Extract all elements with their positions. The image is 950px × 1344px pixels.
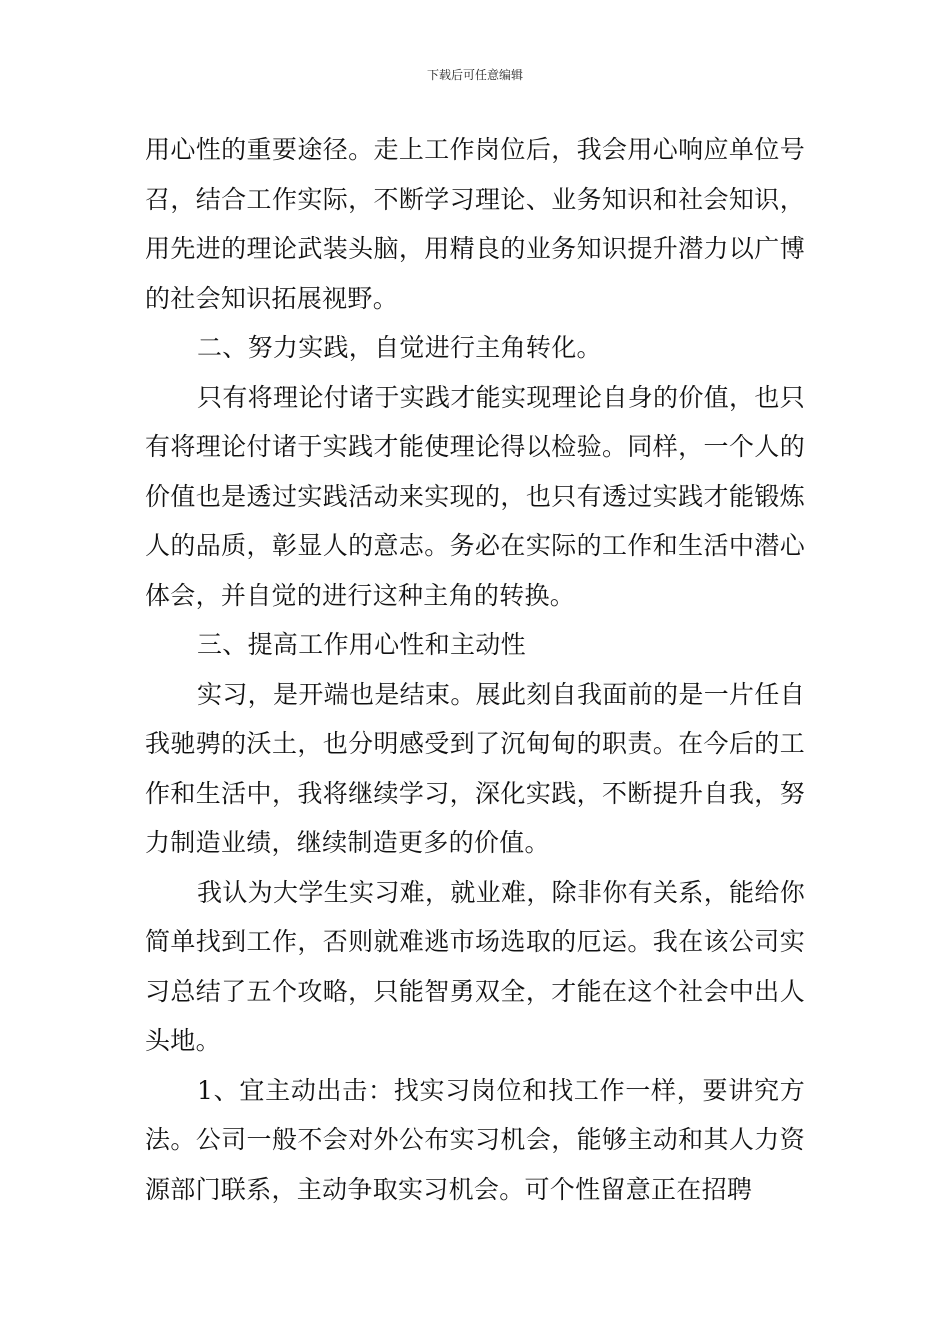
paragraph: 实习，是开端也是结束。展此刻自我面前的是一片任自我驰骋的沃土，也分明感受到了沉甸甸的职责。在今后的工作和生活中，我将继续学习，深化实践，不断提升自我，努力制造业绩，继续制造更多的价值。 [145,679,805,857]
paragraph-continuation: 用心性的重要途径。走上工作岗位后，我会用心响应单位号召，结合工作实际，不断学习理论、业务知识和社会知识，用先进的理论武装头脑，用精良的业务知识提升潜力以广博的社会知识拓展视野。 [145,135,805,313]
list-item-1: 1、宜主动出击：找实习岗位和找工作一样，要讲究方法。公司一般不会对外公布实习机会，能够主动和其人力资源部门联系，主动争取实习机会。可个性留意正在招聘 [145,1075,805,1204]
document-body [145,125,805,1214]
section-heading-3: 三、提高工作用心性和主动性 [197,630,526,659]
paragraph: 只有将理论付诸于实践才能实现理论自身的价值，也只有将理论付诸于实践才能使理论得以检验。同样，一个人的价值也是透过实践活动来实现的，也只有透过实践才能锻炼人的品质，彰显人的意志。务必在实际的工作和生活中潜心体会，并自觉的进行这种主角的转换。 [145,382,805,610]
section-heading-2: 二、努力实践，自觉进行主角转化。 [197,333,602,362]
paragraph: 我认为大学生实习难，就业难，除非你有关系，能给你简单找到工作，否则就难逃市场选取的厄运。我在该公司实习总结了五个攻略，只能智勇双全，才能在这个社会中出人头地。 [145,877,805,1055]
page-header: 下载后可任意编辑 [426,68,523,82]
